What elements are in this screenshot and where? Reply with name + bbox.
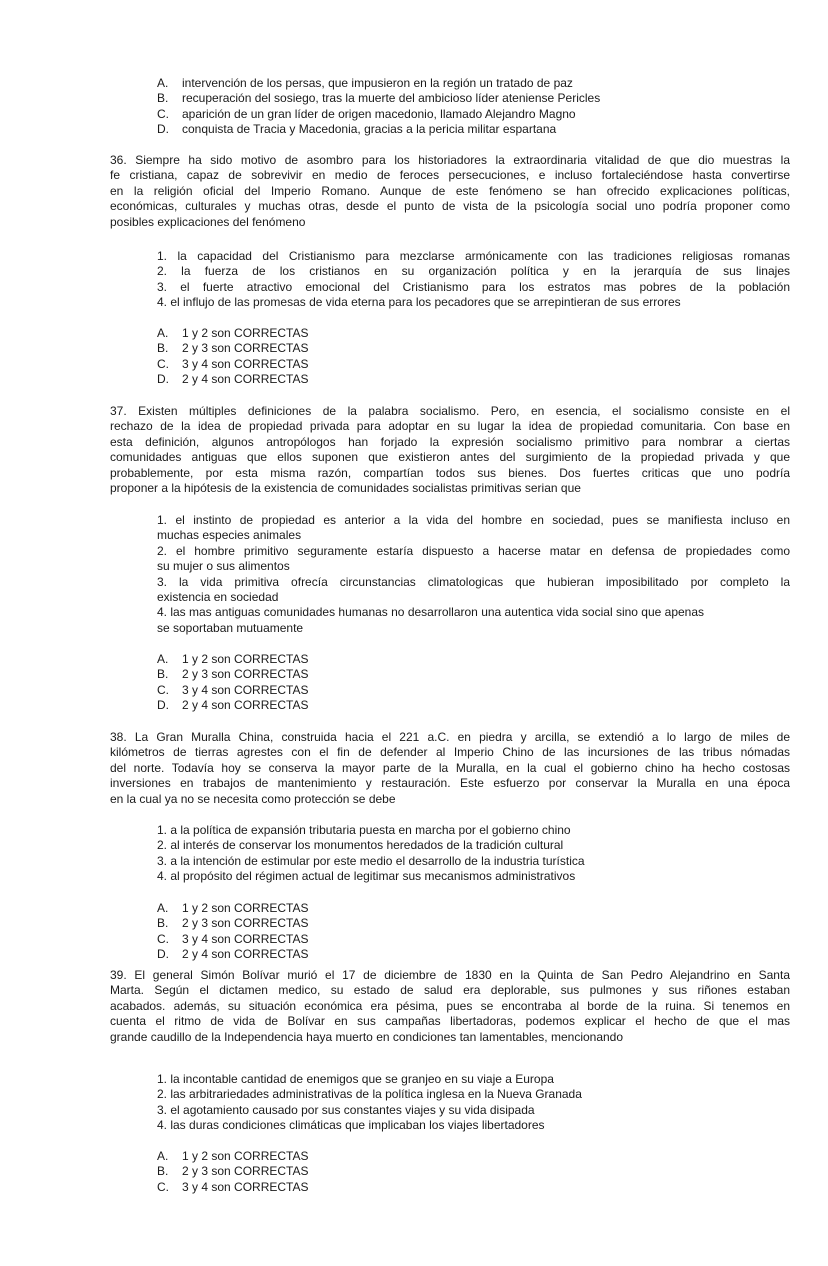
option-text: 1 y 2 son CORRECTAS xyxy=(182,901,309,915)
statement-line: 2. la fuerza de los cristianos en su organización política y en la jerarquía de sus linajes xyxy=(157,264,790,279)
statement-line: 1. el instinto de propiedad es anterior a la vida del hombre en sociedad, pues se manifiesta incluso en xyxy=(157,513,790,527)
option-text: aparición de un gran líder de origen macedonio, llamado Alejandro Magno xyxy=(182,106,576,121)
question-text-line: proponer a la hipótesis de la existencia de comunidades socialistas primitivas serian que xyxy=(110,480,581,495)
q35-options xyxy=(157,76,600,138)
question-text-line: 36. Siempre ha sido motivo de asombro para los historiadores la extraordinaria vitalidad de que dio muestras la xyxy=(110,153,790,167)
option-text: 3 y 4 son CORRECTAS xyxy=(182,1179,309,1194)
question-text-line: en la cual ya no se necesita como protección se debe xyxy=(110,791,396,806)
option-letter: A. xyxy=(157,901,169,915)
option-text: intervención de los persas, que impusieron en la región un tratado de paz xyxy=(182,76,573,90)
option-text: 2 y 3 son CORRECTAS xyxy=(182,667,309,682)
statement-line: 1. la capacidad del Cristianismo para mezclarse armónicamente con las tradiciones religiosas romanas xyxy=(157,249,790,263)
option-letter: D. xyxy=(157,372,169,387)
answer-option[interactable] xyxy=(157,932,308,947)
option-text: 2 y 3 son CORRECTAS xyxy=(182,1164,309,1179)
statement-line: 3. la vida primitiva ofrecía circunstancias climatologicas que hubieran imposibilitado por completo la xyxy=(157,574,790,589)
answer-option[interactable] xyxy=(157,667,308,682)
question-text-line: rechazo de la idea de propiedad privada para adoptar en su lugar la idea de propiedad comunitaria. Con base en xyxy=(110,419,790,434)
answer-option[interactable] xyxy=(157,372,308,387)
q39-stem xyxy=(110,968,790,1045)
question-text-line: grande caudillo de la Independencia haya muerto en condiciones tan lamentables, mencionando xyxy=(110,1029,624,1044)
question-text-line: posibles explicaciones del fenómeno xyxy=(110,214,306,229)
q37-statements xyxy=(157,513,790,636)
answer-option[interactable] xyxy=(157,107,600,122)
statement-line: 4. las mas antiguas comunidades humanas no desarrollaron una autentica vida social sino que apenas xyxy=(157,605,705,620)
option-letter: A. xyxy=(157,1149,169,1163)
q39-statements xyxy=(157,1072,790,1134)
answer-option[interactable] xyxy=(157,916,308,931)
statement-line: existencia en sociedad xyxy=(157,589,279,604)
option-text: 1 y 2 son CORRECTAS xyxy=(182,1149,309,1163)
q36-stem xyxy=(110,153,790,230)
option-letter: C. xyxy=(157,931,169,946)
statement-line: su mujer o sus alimentos xyxy=(157,559,290,574)
q38-statements xyxy=(157,823,790,885)
answer-option[interactable] xyxy=(157,326,308,341)
question-text-line: 39. El general Simón Bolívar murió el 17 de diciembre de 1830 en la Quinta de San Pedro Alejandrino en Santa xyxy=(110,968,790,982)
answer-option[interactable] xyxy=(157,76,600,91)
question-text-line: comunidades antiguas que ellos suponen que existieron antes del surgimiento de la propiedad privada y que xyxy=(110,450,790,465)
question-text-line: fe cristiana, capaz de sobrevivir en medio de feroces persecuciones, e incluso fortaleciéndose hasta convertirse xyxy=(110,168,790,183)
statement-line: 2. el hombre primitivo seguramente estaría dispuesto a hacerse matar en defensa de propiedades como xyxy=(157,543,790,558)
option-letter: C. xyxy=(157,1179,169,1194)
option-text: 2 y 4 son CORRECTAS xyxy=(182,372,309,387)
option-text: conquista de Tracia y Macedonia, gracias a la pericia militar espartana xyxy=(182,122,557,137)
answer-option[interactable] xyxy=(157,947,308,962)
question-text-line: probablemente, por esta misma razón, compartían todos sus bienes. Dos fuertes criticas que uno podría xyxy=(110,465,790,480)
option-text: 3 y 4 son CORRECTAS xyxy=(182,931,309,946)
question-text-line: kilómetros de tierras agrestes con el fin de defender al Imperio Chino de las incursiones de las tribus nómadas xyxy=(110,745,790,760)
answer-option[interactable] xyxy=(157,683,308,698)
question-text-line: 37. Existen múltiples definiciones de la palabra socialismo. Pero, en esencia, el socialismo consiste en el xyxy=(110,404,790,418)
question-text-line: cuenta el ritmo de vida de Bolívar en sus campañas libertadoras, podemos explicar el hecho de que el mas xyxy=(110,1014,790,1029)
answer-option[interactable] xyxy=(157,901,308,916)
option-letter: D. xyxy=(157,122,169,137)
option-text: 3 y 4 son CORRECTAS xyxy=(182,682,309,697)
question-text-line: económicas, culturales y muchas otras, desde el punto de vista de la psicología social uno podría proponer como xyxy=(110,199,790,214)
answer-option[interactable] xyxy=(157,357,308,372)
q38-stem xyxy=(110,730,790,807)
answer-option[interactable] xyxy=(157,1164,308,1179)
option-letter: B. xyxy=(157,1164,169,1179)
option-text: 2 y 3 son CORRECTAS xyxy=(182,341,309,356)
q38-options xyxy=(157,901,308,963)
option-text: 1 y 2 son CORRECTAS xyxy=(182,652,309,666)
option-letter: D. xyxy=(157,947,169,962)
option-letter: C. xyxy=(157,106,169,121)
option-letter: B. xyxy=(157,91,169,106)
question-text-line: del norte. Todavía hoy se conserva la mayor parte de la Muralla, en la cual el gobierno chino ha hecho costosas xyxy=(110,760,790,775)
option-letter: B. xyxy=(157,916,169,931)
question-text-line: esta definición, algunos antropólogos han forjado la expresión socialismo primitivo para nombrar a ciertas xyxy=(110,434,790,449)
q39-options xyxy=(157,1149,308,1195)
option-letter: C. xyxy=(157,682,169,697)
statement-line: 1. a la política de expansión tributaria puesta en marcha por el gobierno chino xyxy=(157,823,571,837)
statement-line: 4. al propósito del régimen actual de legitimar sus mecanismos administrativos xyxy=(157,869,576,884)
q36-options xyxy=(157,326,308,388)
option-letter: D. xyxy=(157,698,169,713)
question-text-line: inversiones en trabajos de mantenimiento y restauración. Este esfuerzo por conservar la Muralla en una época xyxy=(110,776,790,791)
option-text: 2 y 4 son CORRECTAS xyxy=(182,698,309,713)
q36-statements xyxy=(157,249,790,311)
option-letter: A. xyxy=(157,76,169,90)
question-text-line: Marta. Según el dictamen medico, su estado de salud era deplorable, sus pulmones y sus riñones estaban xyxy=(110,983,790,998)
option-letter: C. xyxy=(157,356,169,371)
q37-stem xyxy=(110,404,790,496)
statement-line: 2. las arbitrariedades administrativas de la política inglesa en la Nueva Granada xyxy=(157,1087,582,1102)
statement-line: se soportaban mutuamente xyxy=(157,620,304,635)
option-text: 1 y 2 son CORRECTAS xyxy=(182,326,309,340)
question-text-line: 38. La Gran Muralla China, construida hacia el 221 a.C. en piedra y arcilla, se extendió a lo largo de miles de xyxy=(110,730,790,744)
answer-option[interactable] xyxy=(157,1180,308,1195)
option-letter: A. xyxy=(157,326,169,340)
answer-option[interactable] xyxy=(157,91,600,106)
statement-line: muchas especies animales xyxy=(157,528,302,543)
option-letter: B. xyxy=(157,341,169,356)
answer-option[interactable] xyxy=(157,652,308,667)
statement-line: 3. el agotamiento causado por sus constantes viajes y su vida disipada xyxy=(157,1102,535,1117)
q37-options xyxy=(157,652,308,714)
statement-line: 4. el influjo de las promesas de vida eterna para los pecadores que se arrepintieran de sus errores xyxy=(157,295,681,310)
option-text: 2 y 3 son CORRECTAS xyxy=(182,916,309,931)
answer-option[interactable] xyxy=(157,698,308,713)
option-text: 2 y 4 son CORRECTAS xyxy=(182,947,309,962)
statement-line: 4. las duras condiciones climáticas que implicaban los viajes libertadores xyxy=(157,1118,545,1133)
answer-option[interactable] xyxy=(157,341,308,356)
statement-line: 3. a la intención de estimular por este medio el desarrollo de la industria turística xyxy=(157,853,585,868)
option-text: 3 y 4 son CORRECTAS xyxy=(182,356,309,371)
option-letter: A. xyxy=(157,652,169,666)
question-text-line: acabados. además, su situación económica era pésima, pues se encontraba al borde de la ruina. Si tenemos en xyxy=(110,998,790,1013)
statement-line: 2. al interés de conservar los monumentos heredados de la tradición cultural xyxy=(157,838,564,853)
statement-line: 3. el fuerte atractivo emocional del Cristianismo para los estratos mas pobres de la población xyxy=(157,279,790,294)
answer-option[interactable] xyxy=(157,1149,308,1164)
option-text: recuperación del sosiego, tras la muerte del ambicioso líder ateniense Pericles xyxy=(182,91,601,106)
statement-line: 1. la incontable cantidad de enemigos que se granjeo en su viaje a Europa xyxy=(157,1072,554,1086)
answer-option[interactable] xyxy=(157,122,600,137)
option-letter: B. xyxy=(157,667,169,682)
question-text-line: en la religión oficial del Imperio Romano. Aunque de este fenómeno se han ofrecido explicaciones políticas, xyxy=(110,183,790,198)
